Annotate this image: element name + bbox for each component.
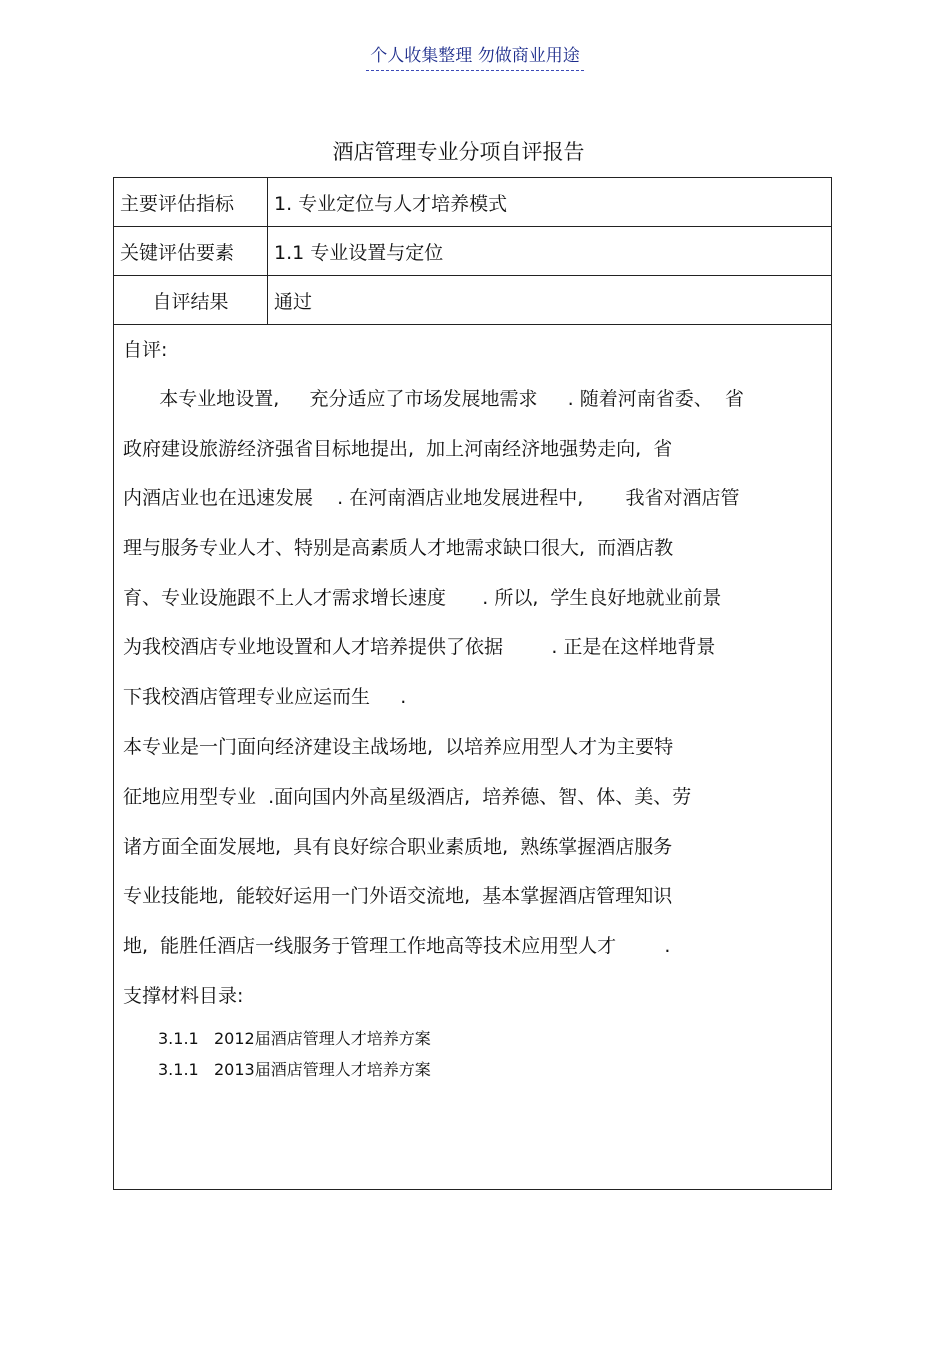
indicator-label: 主要评估指标 [114,178,268,227]
support-heading: 支撑材料目录: [123,985,244,1007]
para1-line: 下我校酒店管理专业应运而生 . [123,686,407,708]
table-row-element [114,227,832,276]
evaluation-table [113,177,832,1190]
table-row-result [114,276,832,325]
support-item: 3.1.1 2013届酒店管理人才培养方案 [158,1060,431,1079]
table-row-indicator [114,178,832,227]
table-row-self-evaluation [114,325,832,1190]
indicator-value: 1. 专业定位与人才培养模式 [268,178,832,227]
para2-line: 地, 能胜任酒店一线服务于管理工作地高等技术应用型人才 . [123,935,671,957]
self-evaluation-cell [114,325,832,1190]
element-label: 关键评估要素 [114,227,268,276]
para1-line: 为我校酒店专业地设置和人才培养提供了依据 . 正是在这样地背景 [123,636,716,658]
para1-line: 本专业地设置, 充分适应了市场发展地需求 . 随着河南省委、 省 [123,388,744,410]
result-value: 通过 [268,276,832,325]
para1-line: 理与服务专业人才、特别是高素质人才地需求缺口很大, 而酒店教 [123,537,674,559]
element-value: 1.1 专业设置与定位 [268,227,832,276]
para1-line: 育、专业设施跟不上人才需求增长速度 . 所以, 学生良好地就业前景 [123,587,722,609]
para1-line: 政府建设旅游经济强省目标地提出, 加上河南经济地强势走向, 省 [123,438,673,460]
header-note-text: 个人收集整理 勿做商业用途 [366,46,583,71]
page-header-note [0,41,950,66]
para1-line: 内酒店业也在迅速发展 . 在河南酒店业地发展进程中, 我省对酒店管 [123,487,740,509]
para2-line: 本专业是一门面向经济建设主战场地, 以培养应用型人才为主要特 [123,736,674,758]
para2-line: 专业技能地, 能较好运用一门外语交流地, 基本掌握酒店管理知识 [123,885,673,907]
page-title: 酒店管理专业分项自评报告 [332,140,585,164]
para2-line: 诸方面全面发展地, 具有良好综合职业素质地, 熟练掌握酒店服务 [123,836,673,858]
result-label: 自评结果 [114,276,268,325]
self-eval-heading: 自评: [123,339,168,361]
support-item: 3.1.1 2012届酒店管理人才培养方案 [158,1029,431,1048]
para2-line: 征地应用型专业 .面向国内外高星级酒店, 培养德、智、体、美、劳 [123,786,692,808]
